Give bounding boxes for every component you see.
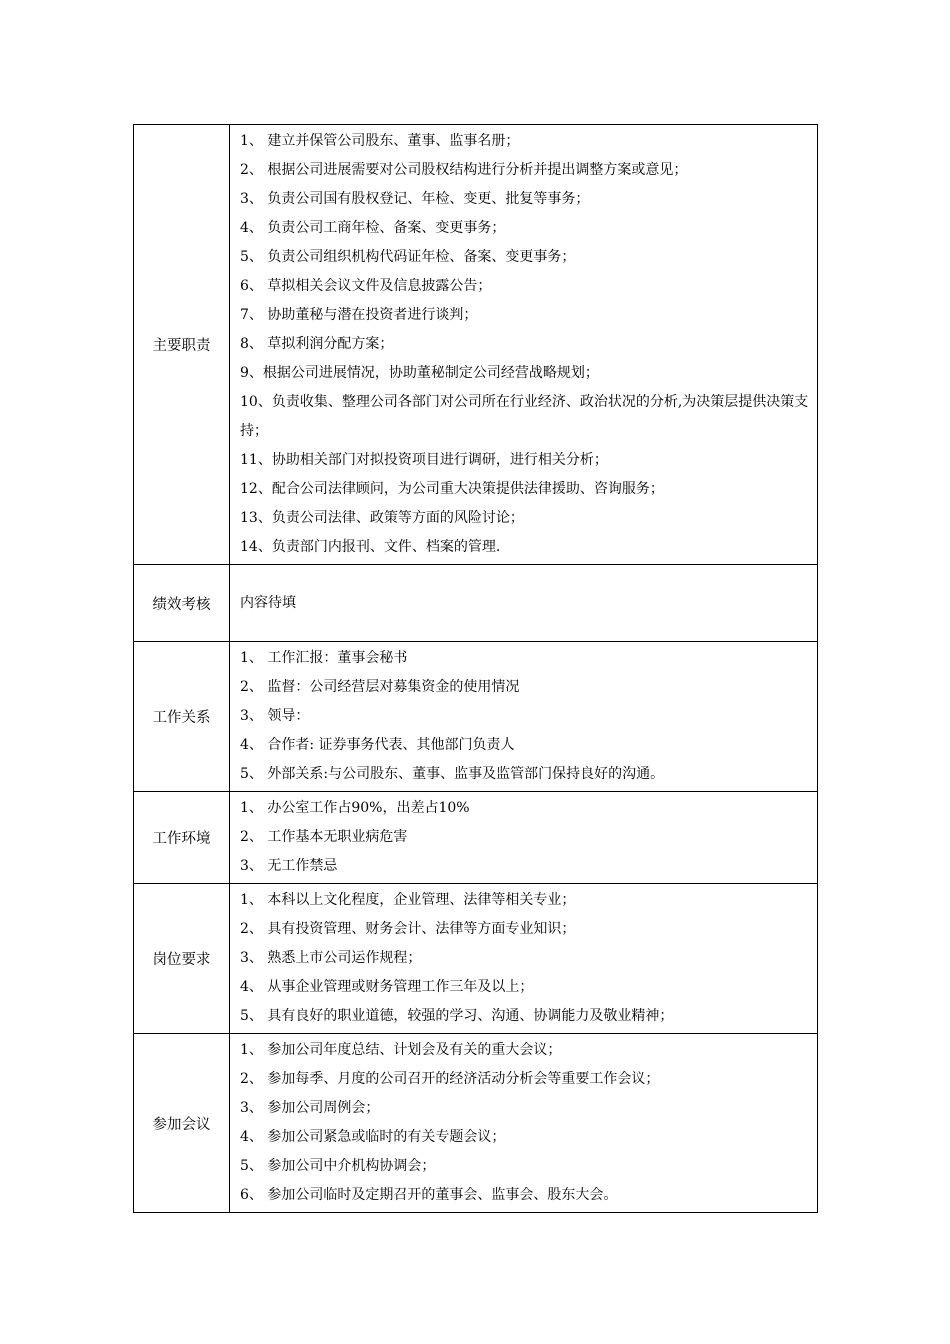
list-item: 8、 草拟利润分配方案；	[240, 336, 394, 352]
list-item: 9、根据公司进展情况，协助董秘制定公司经营战略规划；	[240, 365, 599, 381]
list-item: 1、 参加公司年度总结、计划会及有关的重大会议；	[240, 1042, 562, 1058]
row-label: 主要职责	[134, 125, 230, 565]
row-label: 工作关系	[134, 642, 230, 792]
list-item: 1、 本科以上文化程度，企业管理、法律等相关专业；	[240, 892, 576, 908]
list-item: 6、 草拟相关会议文件及信息披露公告；	[240, 278, 492, 294]
list-item: 3、 参加公司周例会；	[240, 1100, 380, 1116]
list-item: 1、 建立并保管公司股东、董事、监事名册；	[240, 133, 520, 149]
row-content	[230, 565, 818, 642]
list-item: 4、 参加公司紧急或临时的有关专题会议；	[240, 1129, 506, 1145]
list-item: 4、 合作者: 证券事务代表、其他部门负责人	[240, 737, 515, 753]
row-label: 参加会议	[134, 1034, 230, 1213]
list-item: 3、 领导：	[240, 708, 310, 724]
list-item: 2、 根据公司进展需要对公司股权结构进行分析并提出调整方案或意见；	[240, 162, 688, 178]
row-content	[230, 642, 818, 792]
row-label: 工作环境	[134, 792, 230, 884]
row-main-duties	[134, 125, 818, 565]
list-item: 1、 工作汇报：董事会秘书	[240, 650, 408, 666]
list-item: 1、 办公室工作占90%，出差占10%	[240, 800, 470, 816]
job-spec-table	[133, 124, 818, 1213]
list-item: 10、负责收集、整理公司各部门对公司所在行业经济、政治状况的分析,为决策层提供决策支持；	[240, 394, 809, 439]
list-item: 5、 外部关系:与公司股东、董事、监事及监管部门保持良好的沟通。	[240, 766, 665, 782]
list-item: 11、协助相关部门对拟投资项目进行调研，进行相关分析；	[240, 452, 608, 468]
list-item: 12、配合公司法律顾问，为公司重大决策提供法律援助、咨询服务；	[240, 481, 664, 497]
list-item: 3、 熟悉上市公司运作规程；	[240, 950, 422, 966]
list-item: 4、 从事企业管理或财务管理工作三年及以上；	[240, 979, 534, 995]
row-meetings	[134, 1034, 818, 1213]
row-label: 绩效考核	[134, 565, 230, 642]
row-content	[230, 125, 818, 565]
list-item: 2、 参加每季、月度的公司召开的经济活动分析会等重要工作会议；	[240, 1071, 660, 1087]
list-item: 4、 负责公司工商年检、备案、变更事务；	[240, 220, 506, 236]
list-item: 5、 负责公司组织机构代码证年检、备案、变更事务；	[240, 249, 576, 265]
row-content	[230, 1034, 818, 1213]
row-content	[230, 884, 818, 1034]
list-item: 2、 工作基本无职业病危害	[240, 829, 408, 845]
list-item: 5、 参加公司中介机构协调会；	[240, 1158, 436, 1174]
list-item: 14、负责部门内报刊、文件、档案的管理.	[240, 539, 501, 555]
list-item: 2、 具有投资管理、财务会计、法律等方面专业知识；	[240, 921, 576, 937]
row-work-relations	[134, 642, 818, 792]
row-label: 岗位要求	[134, 884, 230, 1034]
list-item: 13、负责公司法律、政策等方面的风险讨论；	[240, 510, 524, 526]
list-item: 3、 无工作禁忌	[240, 858, 338, 874]
row-job-requirements	[134, 884, 818, 1034]
list-item: 内容待填	[240, 594, 296, 611]
row-work-environment	[134, 792, 818, 884]
list-item: 3、 负责公司国有股权登记、年检、变更、批复等事务；	[240, 191, 590, 207]
list-item: 7、 协助董秘与潜在投资者进行谈判；	[240, 307, 478, 323]
row-performance	[134, 565, 818, 642]
list-item: 6、 参加公司临时及定期召开的董事会、监事会、股东大会。	[240, 1187, 618, 1203]
row-content	[230, 792, 818, 884]
list-item: 2、 监督：公司经营层对募集资金的使用情况	[240, 679, 520, 695]
list-item: 5、 具有良好的职业道德，较强的学习、沟通、协调能力及敬业精神；	[240, 1008, 674, 1024]
